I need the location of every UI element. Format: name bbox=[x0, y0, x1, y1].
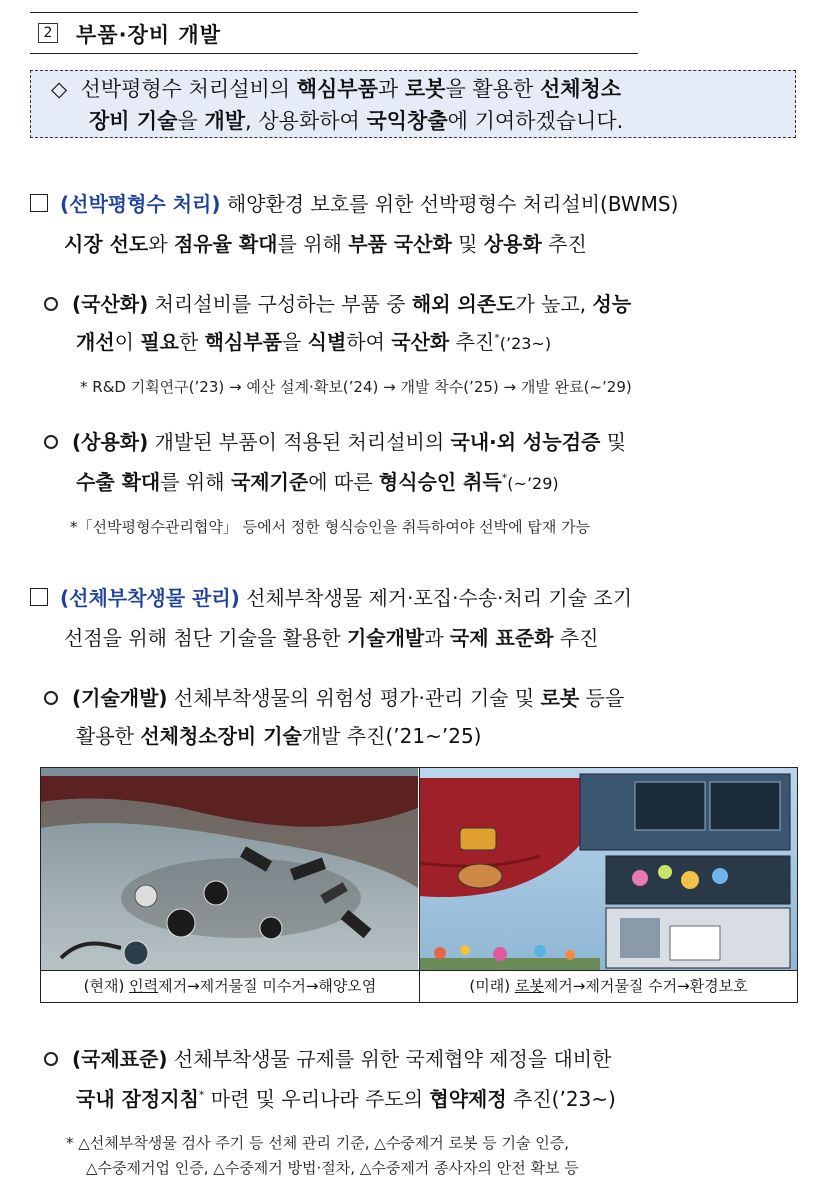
summary-line-1: ◇ 선박평형수 처리설비의 핵심부품과 로봇을 활용한 선체청소 bbox=[51, 77, 622, 101]
diamond-bullet-icon: ◇ bbox=[51, 77, 68, 101]
future-method-panel bbox=[420, 768, 797, 1002]
commercialization-line-2: 수출 확대를 위해 국제기준에 따른 형식승인 취득*(~’29) bbox=[76, 470, 559, 494]
circle-bullet-icon bbox=[44, 297, 58, 311]
localization-line-2: 개선이 필요한 핵심부품을 식별하여 국산화 추진*(’23~) bbox=[76, 330, 552, 354]
bwms-heading-line-2: 시장 선도와 점유율 확대를 위해 부품 국산화 및 상용화 추진 bbox=[64, 232, 587, 256]
bwms-heading-line-1: (선박평형수 처리) 해양환경 보호를 위한 선박평형수 처리설비(BWMS) bbox=[30, 188, 678, 217]
checkbox-bullet-icon bbox=[30, 194, 48, 212]
tech-dev-line-1: (기술개발) 선체부착생물의 위험성 평가·관리 기술 및 로봇 등을 bbox=[44, 682, 624, 711]
summary-box bbox=[30, 70, 796, 138]
localization-line-1: (국산화) 처리설비를 구성하는 부품 중 해외 의존도가 높고, 성능 bbox=[44, 288, 631, 317]
circle-bullet-icon bbox=[44, 435, 58, 449]
commercialization-line-1: (상용화) 개발된 부품이 적용된 처리설비의 국내·외 성능검증 및 bbox=[44, 426, 626, 455]
circle-bullet-icon bbox=[44, 691, 58, 705]
current-method-panel bbox=[41, 768, 420, 1002]
comparison-figure bbox=[40, 767, 798, 1003]
diver-cleaning-illustration bbox=[41, 768, 418, 971]
tech-dev-line-2: 활용한 선체청소장비 기술개발 추진(’21~’25) bbox=[76, 724, 482, 748]
standard-line-2: 국내 잠정지침* 마련 및 우리나라 주도의 협약제정 추진(’23~) bbox=[76, 1087, 616, 1111]
standard-note-line-2: △수중제거업 인증, △수중제거 방법·절차, △수중제거 종사자의 안전 확보 등 bbox=[86, 1159, 579, 1177]
standard-line-1: (국제표준) 선체부착생물 규제를 위한 국제협약 제정을 대비한 bbox=[44, 1043, 611, 1072]
section-title: 부품·장비 개발 bbox=[76, 23, 222, 47]
circle-bullet-icon bbox=[44, 1052, 58, 1066]
localization-note: * R&D 기획연구(’23) → 예산 설계·확보(’24) → 개발 착수(’25) → 개발 완료(~’29) bbox=[80, 378, 632, 396]
summary-line-2: 장비 기술을 개발, 상용화하여 국익창출에 기여하겠습니다. bbox=[89, 109, 624, 133]
robot-cleaning-illustration bbox=[420, 768, 797, 971]
commercialization-note: *「선박평형수관리협약」 등에서 정한 형식승인을 취득하여야 선박에 탑재 가능 bbox=[70, 518, 591, 536]
current-caption: (현재) 인력제거→제거물질 미수거→해양오염 bbox=[41, 970, 419, 1002]
checkbox-bullet-icon bbox=[30, 588, 48, 606]
fouling-heading-line-1: (선체부착생물 관리) 선체부착생물 제거·포집·수송·처리 기술 조기 bbox=[30, 582, 632, 611]
future-caption: (미래) 로봇제거→제거물질 수거→환경보호 bbox=[420, 970, 797, 1002]
standard-note-line-1: * △선체부착생물 검사 주기 등 선체 관리 기준, △수중제거 로봇 등 기술 인증, bbox=[66, 1134, 570, 1152]
section-header bbox=[30, 12, 638, 54]
fouling-heading-line-2: 선점을 위해 첨단 기술을 활용한 기술개발과 국제 표준화 추진 bbox=[64, 626, 599, 650]
section-number: 2 bbox=[38, 23, 58, 43]
